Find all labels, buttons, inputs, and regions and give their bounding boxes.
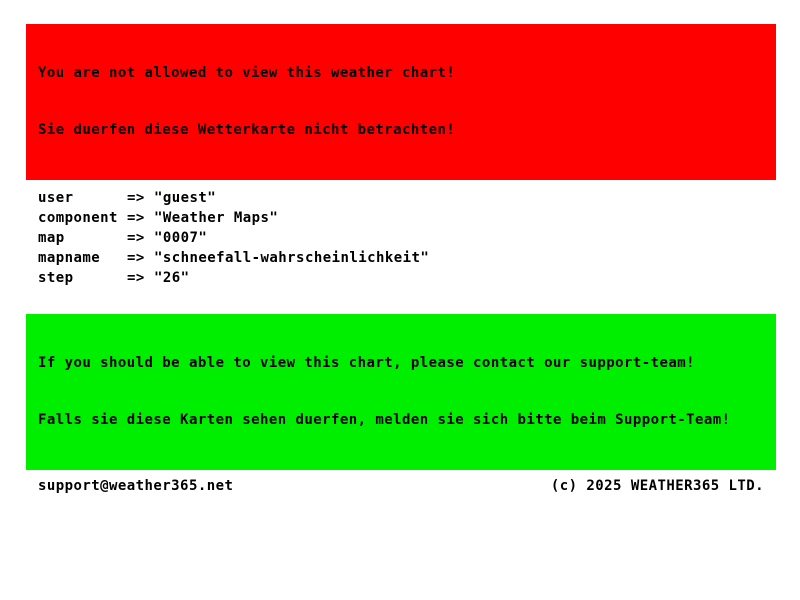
detail-value: "26" bbox=[154, 270, 190, 286]
error-banner-line-en: You are not allowed to view this weather chart! bbox=[38, 65, 456, 81]
support-banner-line-en: If you should be able to view this chart, please contact our support-team! bbox=[38, 355, 696, 371]
detail-arrow: => bbox=[127, 210, 145, 226]
detail-arrow: => bbox=[127, 250, 145, 266]
detail-row-map bbox=[38, 228, 800, 248]
detail-row-mapname bbox=[38, 248, 800, 268]
detail-key: user bbox=[38, 190, 74, 206]
footer bbox=[26, 476, 776, 496]
detail-key: step bbox=[38, 270, 74, 286]
detail-key: map bbox=[38, 230, 65, 246]
detail-row-user bbox=[38, 188, 800, 208]
detail-key: mapname bbox=[38, 250, 101, 266]
detail-key: component bbox=[38, 210, 118, 226]
request-details bbox=[26, 188, 800, 288]
detail-row-component bbox=[38, 208, 800, 228]
detail-row-step bbox=[38, 268, 800, 288]
support-banner bbox=[26, 314, 776, 470]
detail-value: "schneefall-wahrscheinlichkeit" bbox=[154, 250, 430, 266]
error-banner-line-de: Sie duerfen diese Wetterkarte nicht betrachten! bbox=[38, 122, 456, 138]
detail-value: "guest" bbox=[154, 190, 217, 206]
detail-arrow: => bbox=[127, 270, 145, 286]
detail-value: "0007" bbox=[154, 230, 208, 246]
detail-value: "Weather Maps" bbox=[154, 210, 279, 226]
detail-arrow: => bbox=[127, 230, 145, 246]
detail-arrow: => bbox=[127, 190, 145, 206]
support-email: support@weather365.net bbox=[38, 478, 234, 494]
support-banner-line-de: Falls sie diese Karten sehen duerfen, melden sie sich bitte beim Support-Team! bbox=[38, 412, 731, 428]
error-banner bbox=[26, 24, 776, 180]
copyright-text: (c) 2025 WEATHER365 LTD. bbox=[550, 478, 764, 494]
